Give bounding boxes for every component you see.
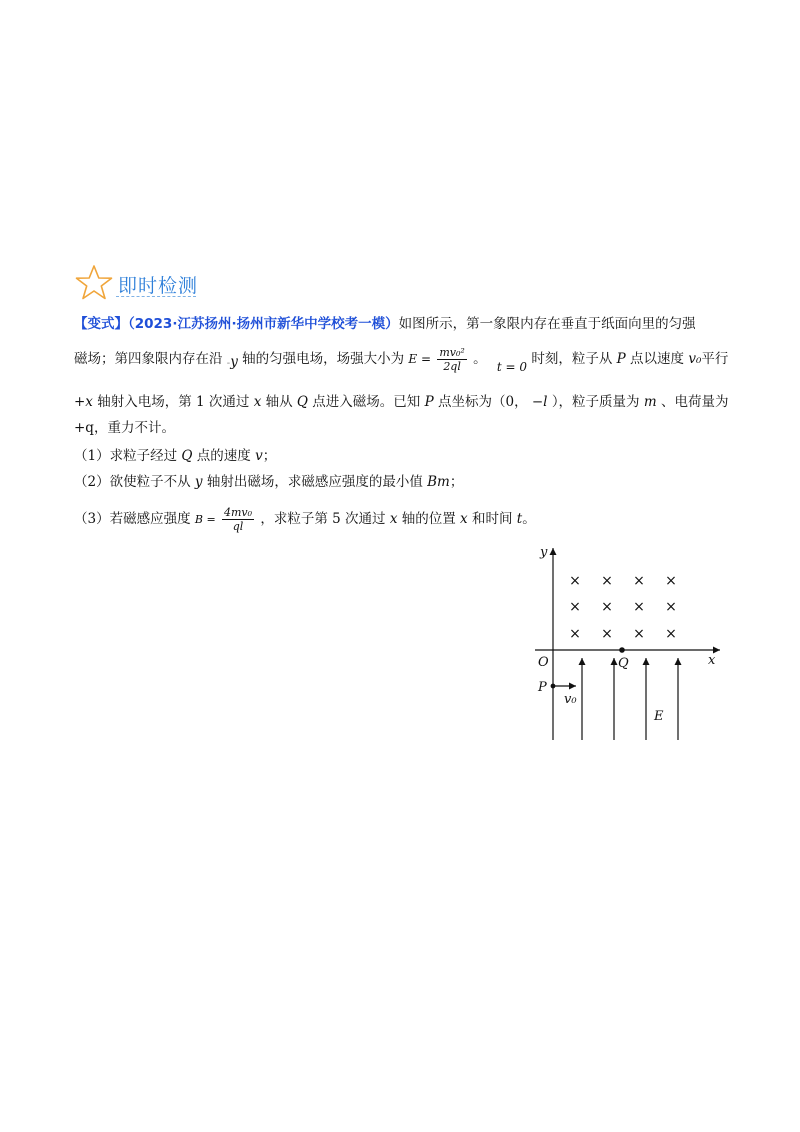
field-diagram: [530, 540, 730, 750]
formula-B-fraction: [222, 506, 254, 533]
Q-symbol: Q: [181, 448, 193, 464]
problem-source: （2023·江苏扬州·扬州市新华中学校考一模）: [128, 316, 399, 332]
formula-E-fraction: [437, 346, 466, 373]
section-header: [74, 264, 214, 304]
x-symbol: x: [389, 511, 398, 527]
P-symbol: P: [616, 351, 626, 367]
formula-B-denominator: ql: [232, 520, 244, 533]
text: （1）求粒子经过: [74, 448, 178, 464]
point-P: [551, 684, 556, 689]
problem-line-1: [74, 314, 734, 334]
field-cross: ×: [633, 599, 645, 615]
text: +q，重力不计。: [74, 420, 175, 436]
coord-value: −l: [531, 394, 548, 410]
text: 轴的匀强电场，场强大小为: [242, 351, 405, 367]
label-y: y: [540, 545, 548, 560]
P-symbol: P: [424, 394, 434, 410]
text: ；: [449, 474, 464, 490]
formula-E-denominator: 2ql: [443, 360, 461, 373]
text: 点的速度: [196, 448, 251, 464]
formula-E-numerator: mv₀²: [439, 346, 465, 359]
section-title: 即时检测: [118, 275, 199, 297]
text: 点坐标为（0，: [437, 394, 528, 410]
field-cross: ×: [569, 599, 581, 615]
text: 。: [522, 511, 536, 527]
v-symbol: v: [255, 448, 263, 464]
field-cross: ×: [665, 599, 677, 615]
x-symbol: x: [253, 394, 262, 410]
field-cross: ×: [633, 573, 645, 589]
formula-B-lhs: B =: [194, 513, 216, 526]
t-symbol: t: [516, 511, 523, 527]
field-cross: ×: [569, 573, 581, 589]
question-1: [74, 446, 734, 466]
text: ），粒子质量为: [551, 394, 640, 410]
text: 平行: [701, 351, 729, 367]
x-symbol: x: [460, 511, 468, 527]
text: ，求粒子第 5 次通过: [260, 511, 386, 527]
problem-line-2: 磁场；第四象限内存在沿 $_-$y 轴的匀强电场，场强大小为 E = $\frac{\text{mv₀²}}{2ql}$ 。 t = 0 时刻，粒子从 P 点以速度 v₀平行: [74, 346, 729, 374]
Bm-symbol: Bm: [427, 474, 450, 490]
star-icon: [74, 264, 114, 302]
field-cross: ×: [569, 626, 581, 642]
label-v0: v₀: [564, 692, 577, 707]
field-cross: ×: [601, 626, 613, 642]
text: 轴射入电场，第 1 次通过: [97, 394, 250, 410]
v0-symbol: v₀: [688, 351, 702, 367]
problem-line-3: [74, 392, 734, 412]
field-cross: ×: [601, 573, 613, 589]
point-Q: [619, 647, 625, 653]
label-P: P: [538, 680, 547, 695]
label-x: x: [708, 653, 716, 668]
text: 轴从: [265, 394, 293, 410]
text: 磁场；第四象限内存在沿: [74, 351, 223, 367]
text: （2）欲使粒子不从: [74, 474, 191, 490]
question-3: [74, 506, 734, 533]
text: 时刻，粒子从: [531, 351, 613, 367]
text: 、电荷量为: [660, 394, 729, 410]
field-cross: ×: [601, 599, 613, 615]
field-cross: ×: [633, 626, 645, 642]
text: 轴射出磁场，求磁感应强度的最小值: [206, 474, 423, 490]
problem-line-4: [74, 418, 734, 438]
electric-field-lines: [582, 658, 678, 740]
label-E: E: [654, 709, 664, 724]
formula-E-lhs: E =: [408, 352, 432, 366]
question-2: [74, 472, 734, 492]
magnetic-field-crosses: [569, 573, 677, 642]
text: 轴的位置: [401, 511, 456, 527]
y-symbol: y: [194, 474, 203, 490]
formula-t0: t = 0: [496, 360, 528, 374]
text: 和时间: [471, 511, 513, 527]
text: ；: [262, 448, 277, 464]
field-cross: ×: [665, 573, 677, 589]
formula-B-numerator: 4mv₀: [223, 506, 253, 519]
problem-tag: 【变式】: [74, 316, 128, 332]
text: 如图所示，第一象限内存在垂直于纸面向里的匀强: [398, 316, 696, 332]
Q-symbol: Q: [296, 394, 308, 410]
text: 点以速度: [630, 351, 685, 367]
text: 点进入磁场。已知: [312, 394, 421, 410]
text: 。: [473, 351, 487, 367]
section-underline: [116, 296, 196, 297]
text: （3）若磁感应强度: [74, 511, 191, 527]
m-symbol: m: [643, 394, 657, 410]
plus-x-symbol: +x: [74, 394, 93, 410]
label-Q: Q: [618, 656, 629, 671]
y-symbol: y: [230, 354, 238, 370]
field-cross: ×: [665, 626, 677, 642]
label-O: O: [538, 655, 549, 670]
